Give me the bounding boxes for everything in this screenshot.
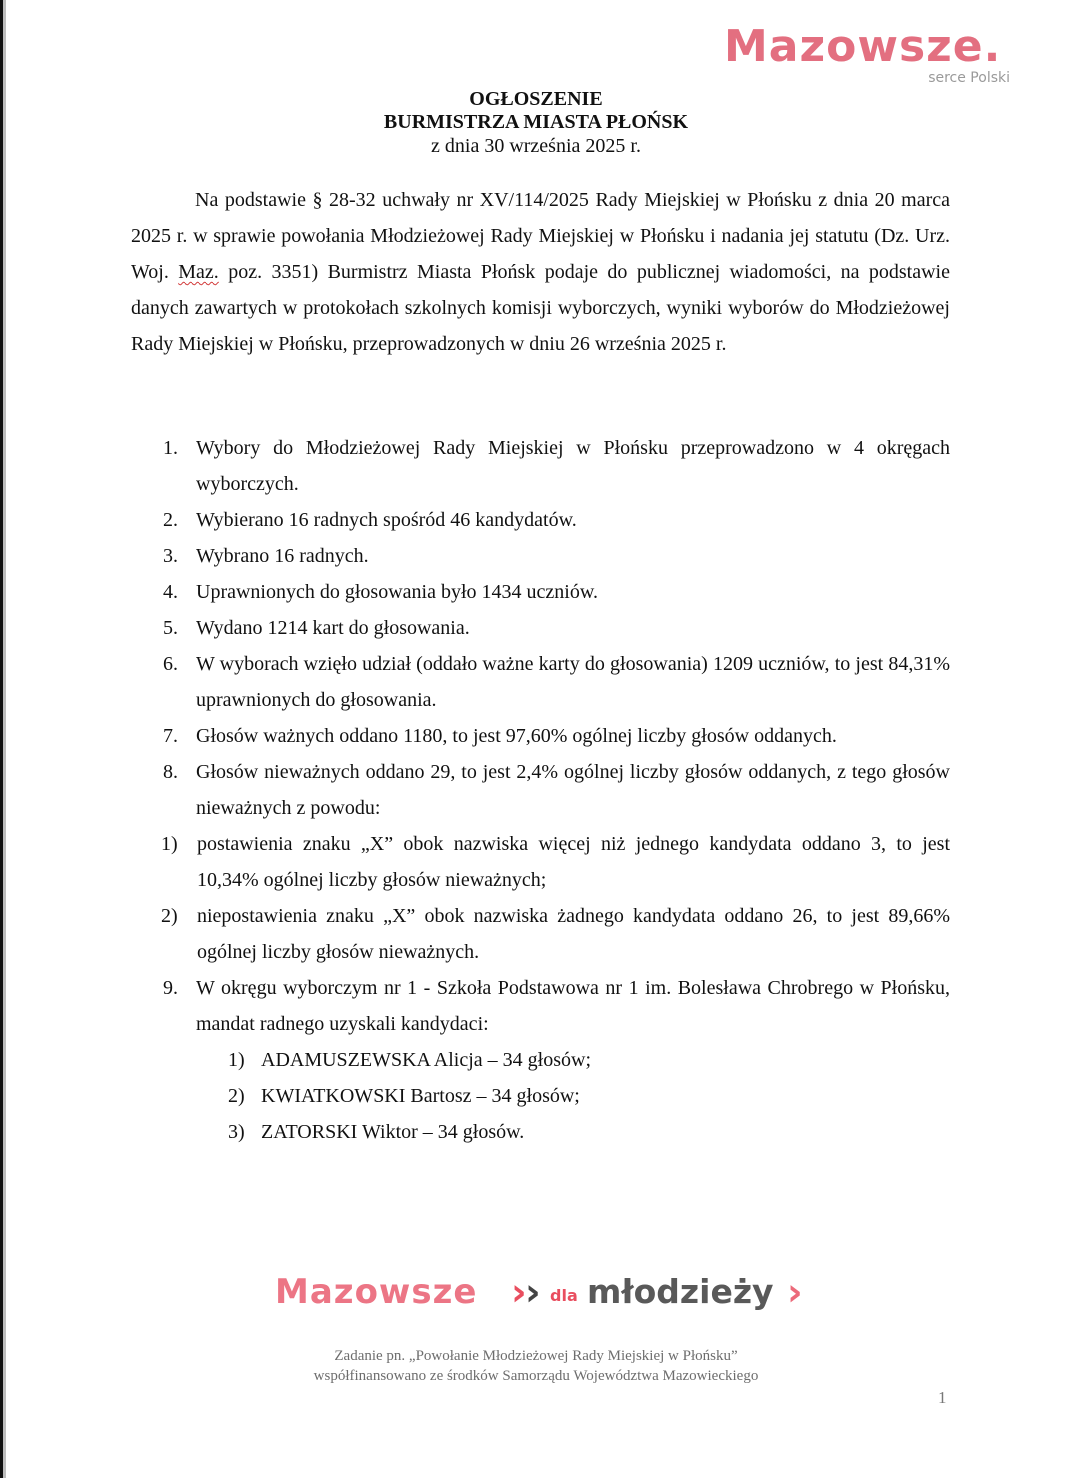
candidate-item (196, 1078, 950, 1114)
item-number: 6. (163, 653, 178, 675)
list-item (131, 502, 950, 538)
logo-word-dla: dla (550, 1286, 578, 1305)
mazowsze-dla-mlodziezy-logo (275, 1272, 815, 1318)
candidate-number: 3) (228, 1121, 245, 1143)
list-item (131, 718, 950, 754)
candidate-item (196, 1114, 950, 1150)
item-number: 4. (163, 581, 178, 603)
logo-word-mazowsze: Mazowsze (275, 1272, 478, 1312)
sub-item-text: niepostawienia znaku „X” obok nazwiska żadnego kandydata oddano 26, to jest 89,66% ogólnej liczby głosów nieważnych. (197, 905, 950, 963)
sub-item-text: postawienia znaku „X” obok nazwiska więcej niż jednego kandydata oddano 3, to jest 10,34% ogólnej liczby głosów nieważnych; (197, 833, 950, 891)
item-text: Głosów nieważnych oddano 29, to jest 2,4% ogólnej liczby głosów oddanych, z tego głosów nieważnych z powodu: (196, 761, 950, 819)
candidate-item (196, 1042, 950, 1078)
item-text: Uprawnionych do głosowania było 1434 uczniów. (196, 581, 598, 603)
logo-wordmark: Mazowsze. (724, 21, 1002, 72)
item-text: Głosów ważnych oddano 1180, to jest 97,60% ogólnej liczby głosów oddanych. (196, 725, 837, 747)
sub-item (131, 898, 950, 970)
item-number: 8. (163, 761, 178, 783)
list-item-district-1 (131, 970, 950, 1150)
scan-edge-shadow (3, 0, 6, 1478)
document-title: OGŁOSZENIE (469, 88, 603, 110)
footer-line-1: Zadanie pn. „Powołanie Młodzieżowej Rady Miejskiej w Płońsku” (334, 1348, 738, 1364)
spellcheck-flagged-word: Maz. (178, 261, 219, 283)
item-number: 9. (163, 977, 178, 999)
list-item (131, 574, 950, 610)
logo-word-mlodziezy: młodzieży (587, 1272, 774, 1311)
item-number: 3. (163, 545, 178, 567)
list-item-invalid-votes (131, 754, 950, 970)
item-text: Wybierano 16 radnych spośród 46 kandydatów. (196, 509, 577, 531)
candidate-text: ADAMUSZEWSKA Alicja – 34 głosów; (261, 1049, 591, 1071)
funding-footer (0, 1346, 1072, 1386)
item-number: 5. (163, 617, 178, 639)
sub-item-number: 2) (161, 905, 178, 927)
sub-item (131, 826, 950, 898)
list-item (131, 538, 950, 574)
item-text: W wyborach wzięło udział (oddało ważne karty do głosowania) 1209 uczniów, to jest 84,31% uprawnionych do głosowania. (196, 653, 950, 711)
results-list (131, 430, 950, 1150)
document-issuer: BURMISTRZA MIASTA PŁOŃSK (383, 111, 689, 133)
item-number: 7. (163, 725, 178, 747)
invalid-votes-breakdown (131, 826, 950, 970)
sub-item-number: 1) (161, 833, 178, 855)
intro-text-b: poz. 3351) Burmistrz Miasta Płońsk podaje do publicznej wiadomości, na podstawie danych zawartych w protokołach szkolnych komisji wyborczych, wyniki wyborów do Młodzieżowej Rady Miejskiej w Płońsku, przeprowadzonych w dniu 26 września 2025 r. (131, 261, 950, 355)
logo-tagline: serce Polski (928, 70, 1010, 86)
candidate-number: 1) (228, 1049, 245, 1071)
item-number: 1. (163, 437, 178, 459)
footer-line-2: współfinansowano ze środków Samorządu Województwa Mazowieckiego (313, 1368, 759, 1384)
elected-candidates (196, 1042, 950, 1150)
item-text: Wybrano 16 radnych. (196, 545, 369, 567)
intro-text-a: Na podstawie § 28-32 uchwały nr XV/114/2025 Rady Miejskiej w Płońsku z dnia 20 marca 2025 r. w sprawie powołania Młodzieżowej Rady Miejskiej w Płońsku i nadania jej statutu (Dz. Urz. Woj. (131, 189, 950, 283)
item-text: W okręgu wyborczym nr 1 - Szkoła Podstawowa nr 1 im. Bolesława Chrobrego w Płońsku, mandat radnego uzyskali kandydaci: (196, 977, 950, 1035)
document-date: z dnia 30 września 2025 r. (431, 135, 641, 157)
end-arrow-icon: › (787, 1270, 803, 1314)
candidate-text: ZATORSKI Wiktor – 34 głosów. (261, 1121, 525, 1143)
intro-paragraph (131, 182, 950, 362)
candidate-text: KWIATKOWSKI Bartosz – 34 głosów; (261, 1085, 580, 1107)
item-text: Wybory do Młodzieżowej Rady Miejskiej w Płońsku przeprowadzono w 4 okręgach wyborczych. (196, 437, 950, 495)
item-text: Wydano 1214 kart do głosowania. (196, 617, 470, 639)
mazowsze-logo (724, 22, 1034, 92)
list-item (131, 646, 950, 718)
document-header (0, 88, 1072, 158)
arrow-icon: › (511, 1270, 527, 1314)
item-number: 2. (163, 509, 178, 531)
arrow-icon: › (525, 1270, 541, 1314)
list-item (131, 610, 950, 646)
page-number: 1 (938, 1388, 947, 1407)
list-item (131, 430, 950, 502)
candidate-number: 2) (228, 1085, 245, 1107)
